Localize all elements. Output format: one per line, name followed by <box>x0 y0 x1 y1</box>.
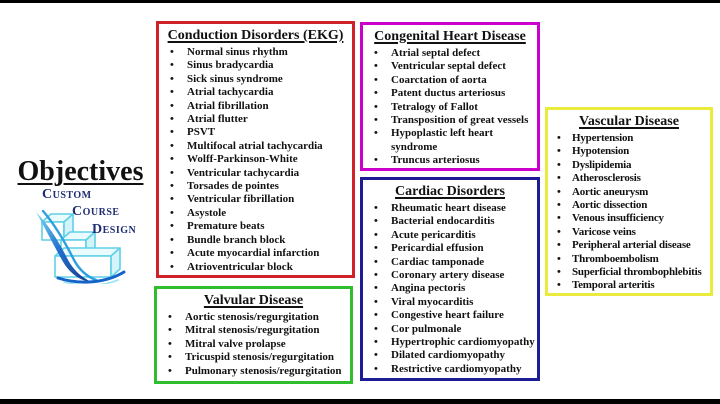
list-item: • Atrial flutter <box>161 113 350 126</box>
list-item: • Torsades de pointes <box>161 180 350 193</box>
list-item: • Pericardial effusion <box>365 242 535 255</box>
list-item: • PSVT <box>161 126 350 139</box>
list-item: • Temporal arteritis <box>550 279 708 292</box>
list-item: • Sinus bradycardia <box>161 59 350 72</box>
conduction-disorders-list <box>161 46 350 274</box>
list-item: • Premature beats <box>161 220 350 233</box>
list-item: • Superficial thrombophlebitis <box>550 266 708 279</box>
list-item: • Hypertension <box>550 132 708 145</box>
list-item: • Rheumatic heart disease <box>365 202 535 215</box>
list-item: • Mitral stenosis/regurgitation <box>159 324 348 337</box>
vascular-disease-list <box>550 132 708 293</box>
list-item: • Aortic dissection <box>550 199 708 212</box>
list-item: • Atherosclerosis <box>550 172 708 185</box>
list-item: • Cardiac tamponade <box>365 256 535 269</box>
list-item: • Dilated cardiomyopathy <box>365 349 535 362</box>
list-item: • Sick sinus syndrome <box>161 73 350 86</box>
list-item: • Venous insufficiency <box>550 212 708 225</box>
list-item: • Atrioventricular block <box>161 261 350 274</box>
list-item: • Atrial septal defect <box>365 47 535 60</box>
congenital-heart-disease-title: Congenital Heart Disease <box>374 29 526 44</box>
list-item: • Pulmonary stenosis/regurgitation <box>159 365 348 378</box>
list-item: • Truncus arteriosus <box>365 154 535 167</box>
custom-course-design-logo <box>28 187 146 285</box>
list-item: • Acute pericarditis <box>365 229 535 242</box>
list-item: • Asystole <box>161 207 350 220</box>
list-item: • Atrial tachycardia <box>161 86 350 99</box>
logo-word-course: Course <box>72 204 120 219</box>
list-item: • Wolff-Parkinson-White <box>161 153 350 166</box>
page-title: Objectives <box>17 156 144 187</box>
list-item: • Acute myocardial infarction <box>161 247 350 260</box>
list-item: • Bacterial endocarditis <box>365 215 535 228</box>
list-item: • Multifocal atrial tachycardia <box>161 140 350 153</box>
cardiac-disorders-title: Cardiac Disorders <box>394 184 506 199</box>
list-item: • Normal sinus rhythm <box>161 46 350 59</box>
cardiac-disorders-list <box>365 202 535 376</box>
valvular-disease-list <box>159 311 348 378</box>
conduction-disorders-box <box>156 21 355 278</box>
list-item: • Tetralogy of Fallot <box>365 101 535 114</box>
list-item: • Ventricular fibrillation <box>161 193 350 206</box>
list-item: • Peripheral arterial disease <box>550 239 708 252</box>
congenital-heart-disease-list <box>365 47 535 168</box>
list-item: • Hypoplastic left heart syndrome <box>365 127 510 154</box>
logo-word-custom: Custom <box>42 187 92 202</box>
list-item: • Atrial fibrillation <box>161 100 350 113</box>
vascular-disease-box <box>545 107 713 296</box>
list-item: • Hypertrophic cardiomyopathy <box>365 336 535 349</box>
conduction-disorders-title: Conduction Disorders (EKG) <box>167 28 344 43</box>
list-item: • Patent ductus arteriosus <box>365 87 535 100</box>
list-item: • Ventricular tachycardia <box>161 167 350 180</box>
list-item: • Dyslipidemia <box>550 159 708 172</box>
list-item: • Coronary artery disease <box>365 269 535 282</box>
list-item: • Cor pulmonale <box>365 323 535 336</box>
congenital-heart-disease-box <box>360 22 540 171</box>
bottom-letterbox-bar <box>0 399 720 404</box>
valvular-disease-box <box>154 286 353 384</box>
logo-word-design: Design <box>92 222 137 237</box>
list-item: • Thromboembolism <box>550 253 708 266</box>
list-item: • Ventricular septal defect <box>365 60 535 73</box>
list-item: • Aortic stenosis/regurgitation <box>159 311 348 324</box>
list-item: • Aortic aneurysm <box>550 186 708 199</box>
list-item: • Viral myocarditis <box>365 296 535 309</box>
list-item: • Tricuspid stenosis/regurgitation <box>159 351 348 364</box>
list-item: • Bundle branch block <box>161 234 350 247</box>
list-item: • Transposition of great vessels <box>365 114 535 127</box>
list-item: • Mitral valve prolapse <box>159 338 348 351</box>
list-item: • Angina pectoris <box>365 282 535 295</box>
valvular-disease-title: Valvular Disease <box>203 293 304 308</box>
list-item: • Restrictive cardiomyopathy <box>365 363 535 376</box>
vascular-disease-title: Vascular Disease <box>579 114 679 129</box>
list-item: • Varicose veins <box>550 226 708 239</box>
list-item: • Hypotension <box>550 145 708 158</box>
list-item: • Coarctation of aorta <box>365 74 535 87</box>
list-item: • Congestive heart failure <box>365 309 535 322</box>
top-letterbox-bar <box>0 0 720 3</box>
cardiac-disorders-box <box>360 177 540 381</box>
